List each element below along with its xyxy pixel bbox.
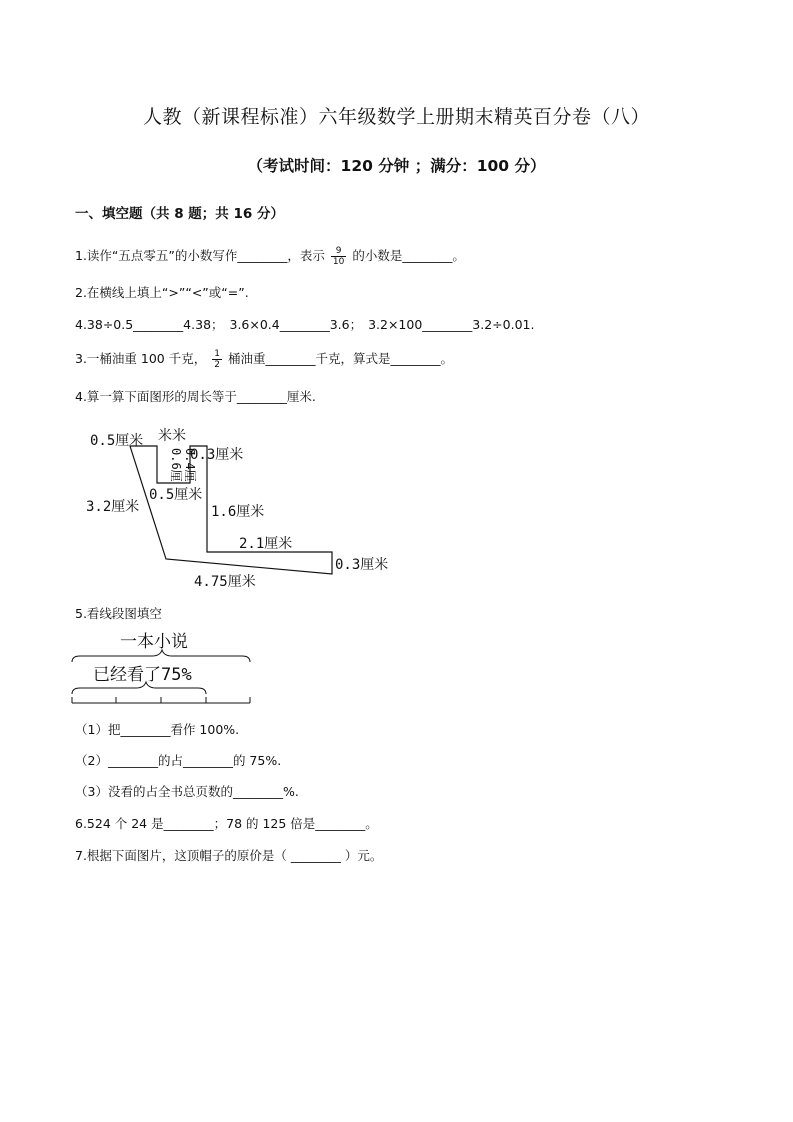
question-1-text-before: 1.读作“五点零五”的小数写作________，表示 (75, 248, 325, 263)
question-6: 6.524 个 24 是________；78 的 125 倍是________。 (75, 816, 378, 831)
label-left: 3.2厘米 (86, 499, 140, 515)
label-step: 2.1厘米 (239, 536, 293, 552)
label-bottom: 4.75厘米 (194, 574, 256, 590)
label-inner-1: 0.6厘 (169, 448, 183, 482)
label-right-bottom: 0.3厘米 (335, 557, 389, 573)
label-inner-2: 0.4厘 (183, 448, 197, 482)
question-5-sub-1: （1）把________看作 100%. (75, 722, 240, 737)
label-right-top: 0.3厘米 (190, 447, 244, 463)
diagram-label-bottom: 已经看了75% (93, 665, 192, 685)
question-2: 2.在横线上填上“>”“<”或“=”. (75, 285, 249, 300)
fraction-denominator: 2 (214, 360, 220, 370)
page-title: 人教（新课程标准）六年级数学上册期末精英百分卷（八） (142, 106, 650, 128)
label-inner-bottom: 0.5厘米 (149, 487, 203, 503)
section-heading: 一、填空题（共 8 题；共 16 分） (75, 206, 284, 222)
fraction-denominator: 10 (332, 257, 345, 267)
diagram-label-top: 一本小说 (120, 632, 188, 652)
question-2-items: 4.38÷0.5________4.38； 3.6×0.4________3.6； 3.2×100________3.2÷0.01. (75, 317, 535, 332)
question-3-text-before: 3.一桶油重 100 千克， (75, 351, 207, 366)
fraction-numerator: 1 (214, 349, 220, 359)
label-top-mid: 米米 (158, 428, 186, 444)
question-3-text-after: 桶油重________千克，算式是________。 (227, 351, 453, 366)
question-7: 7.根据下面图片，这顶帽子的原价是（ ________ ）元。 (75, 848, 383, 863)
question-5: 5.看线段图填空 (75, 606, 162, 621)
fraction-numerator: 9 (331, 246, 346, 257)
question-1-text-after: 的小数是________。 (352, 248, 465, 263)
exam-info: （考试时间：120 分钟 ；满分：100 分） (247, 157, 546, 175)
question-5-sub-2: （2）________的占________的 75%. (75, 753, 282, 768)
question-4: 4.算一算下面图形的周长等于________厘米. (75, 389, 316, 404)
label-top-left: 0.5厘米 (90, 433, 144, 449)
label-vertical: 1.6厘米 (211, 504, 265, 520)
question-5-sub-3: （3）没看的占全书总页数的________%. (75, 784, 299, 799)
